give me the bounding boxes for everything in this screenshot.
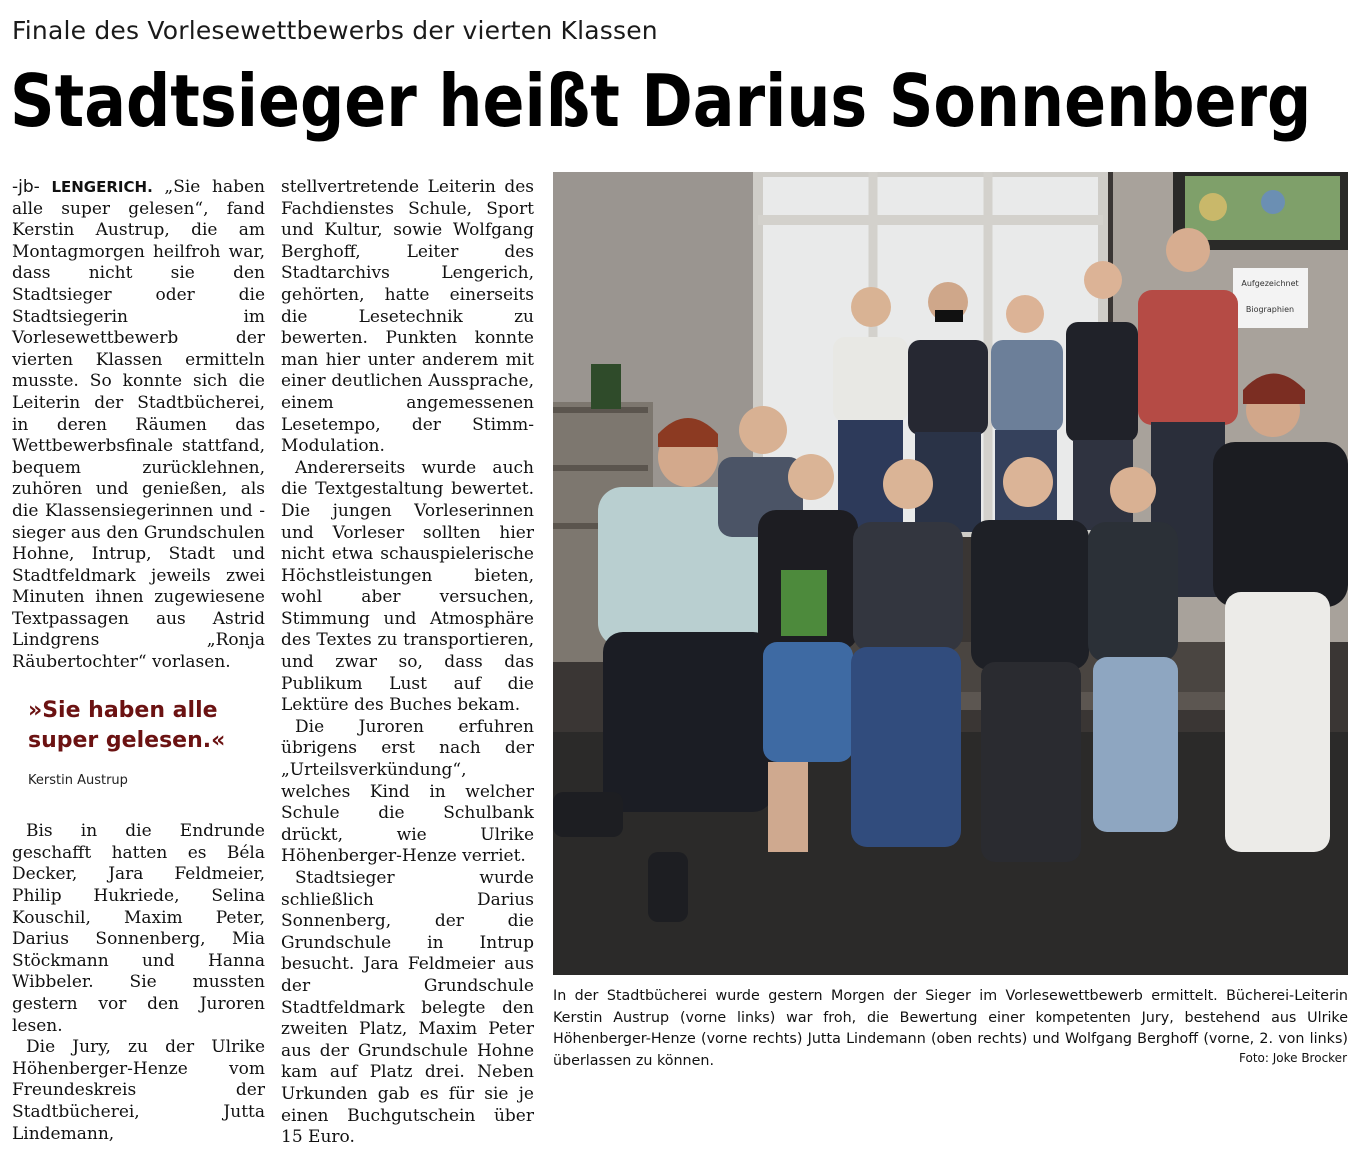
lead-paragraph [12,177,265,674]
paragraph: Andererseits wurde auch die Textgestaltung bewertet. Die jungen Vorleserinnen und Vorleser sollten hier nicht etwa schauspielerische Höchstleistungen bieten, wohl aber versuchen, Stimmung und Atmosphäre des Textes zu transportieren, und zwar so, dass das Publikum Lust auf die Lektüre des Buches bekam. [281,457,534,716]
text-column-1 [12,177,265,1145]
pull-quote: »Sie haben alle super gelesen.« [28,697,226,753]
paragraph-text: „Sie haben alle super gelesen“, fand Kerstin Austrup, die am Montagmorgen heilfroh war, dass nicht sie den Stadtsieger oder die Stadtsiegerin im Vorlesewettbewerb der vierten Klassen ermitteln musste. So konnte sich die Leiterin der Stadtbücherei, in deren Räumen das Wettbewerbsfinale stattfand, bequem zurücklehnen, zuhören und genießen, als die Klassensiegerinnen und -sieger aus den Grundschulen Hohne, Intrup, Stadt und Stadtfeldmark jeweils zwei Minuten ihnen zugewiesene Textpassagen aus Astrid Lindgrens „Ronja Räubertochter“ vorlasen. [12,177,265,673]
text-column-2 [281,177,534,1149]
paragraph: Stadtsieger wurde schließlich Darius Sonnenberg, der die Grundschule in Intrup besucht. Jara Feldmeier aus der Grundschule Stadtfeldmark belegte den zweiten Platz, Maxim Peter aus der Grundschule Hohne kam auf Platz drei. Neben Urkunden gab es für sie je einen Buchgutschein über 15 Euro. [281,868,534,1148]
photo-caption: In der Stadtbücherei wurde gestern Morgen der Sieger im Vorlesewettbewerb ermittelt. Bücherei-Leiterin Kerstin Austrup (vorne links) war froh, die Bewertung einer kompetenten Jury, bestehend aus Ulrike Höhenberger-Henze (vorne rechts) Jutta Lindemann (oben rechts) und Wolfgang Berghoff (vorne, 2. von links) überlassen zu können. [553,988,1348,1069]
poster-text-1: Aufgezeichnet [1241,279,1299,288]
photo-credit: Foto: Joke Brocker [1239,1051,1347,1065]
paragraph: stellvertretende Leiterin des Fachdienstes Schule, Sport und Kultur, sowie Wolfgang Berghoff, Leiter des Stadtarchivs Lengerich, gehörten, hatte einerseits die Lesetechnik zu bewerten. Punkten konnte man hier unter anderem mit einer deutlichen Aussprache, einem angemessenen Lesetempo, der Stimm-Modulation. [281,177,534,457]
dateline-city: LENGERICH. [51,178,153,196]
byline: -jb- [12,177,40,197]
article-kicker: Finale des Vorlesewettbewerbs der vierten Klassen [12,16,658,45]
poster-text-2: Biographien [1245,305,1295,314]
paragraph: Die Jury, zu der Ulrike Höhenberger-Henze vom Freundeskreis der Stadtbücherei, Jutta Lindemann, [12,1037,265,1144]
article-headline: Stadtsieger heißt Darius Sonnenberg [10,59,1312,143]
person-front-row [1213,374,1348,853]
pull-quote-author: Kerstin Austrup [28,772,128,788]
paragraph: Bis in die Endrunde geschafft hatten es Béla Decker, Jara Feldmeier, Philip Hukriede, Selina Kouschil, Maxim Peter, Darius Sonnenberg, Mia Stöckmann und Hanna Wibbeler. Sie mussten gestern vor den Juroren lesen. [12,821,265,1036]
article-photo [553,172,1348,975]
paragraph: Die Juroren erfuhren übrigens erst nach der „Urteilsverkündung“, welches Kind in welcher Schule die Schulbank drückt, wie Ulrike Höhenberger-Henze verriet. [281,716,534,867]
